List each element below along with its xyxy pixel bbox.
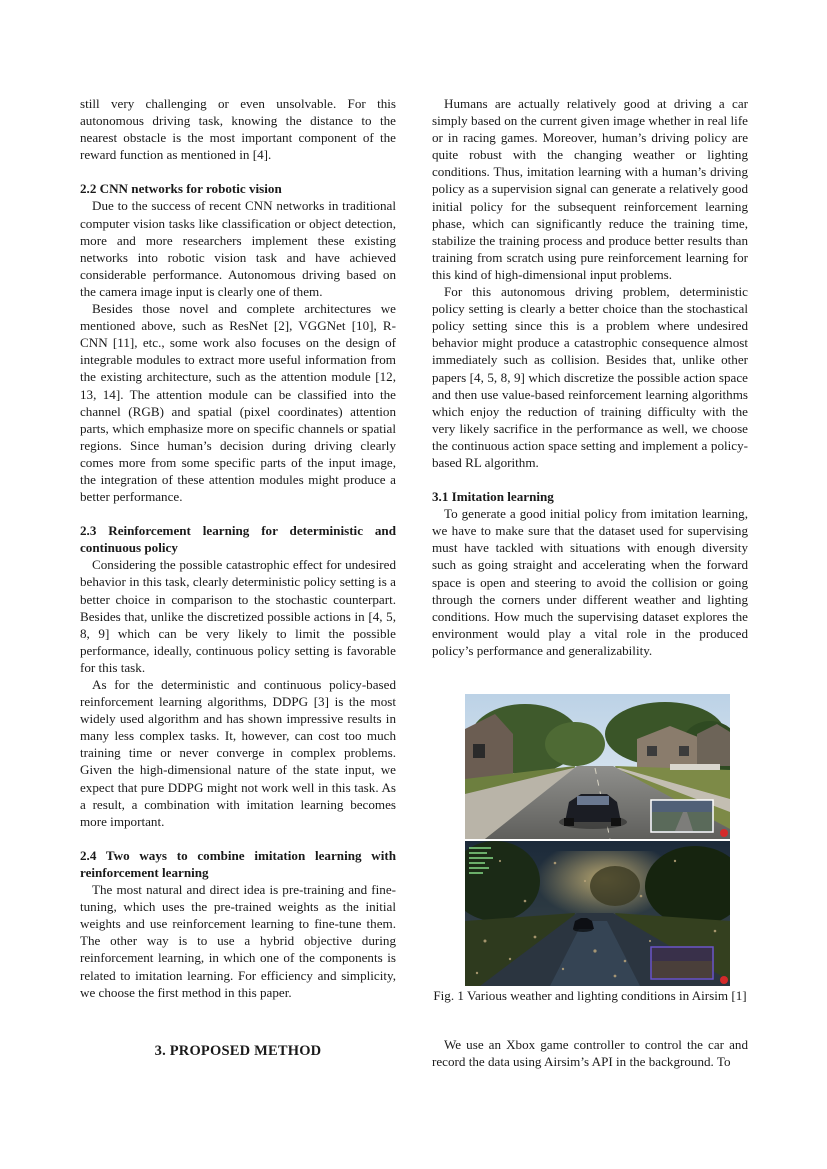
left-column (80, 95, 396, 1001)
section-2-4-heading: 2.4 Two ways to combine imitation learning with reinforcement learning (80, 847, 396, 880)
figure-1 (465, 694, 730, 986)
section-2-2-paragraph-2: Besides those novel and complete architectures we mentioned above, such as ResNet [2], VGGNet [10], R-CNN [11], etc., some work also focuses on the design of integrable modules to extract more useful information from the existing architecture, such as the attention module [12, 13, 14]. The attention module can be classified into the channel (RGB) and spatial (pixel coordinates) attention parts, which emphasize more on specific channels or spatial regions. Since human’s decision during driving clearly comes more from some specific parts of the input image, the integration of these attention modules might produce a better performance. (80, 301, 396, 505)
section-2-3-heading: 2.3 Reinforcement learning for deterministic and continuous policy (80, 523, 396, 556)
section-3-title: 3. PROPOSED METHOD (154, 1043, 322, 1059)
section-2-3-paragraph-2: As for the deterministic and continuous policy-based reinforcement learning algorithms, DDPG [3] is the most widely used algorithm and has shown impressive results in many less complex tasks. It, however, can cost too much training time or never converge in complex problems. Given the high-dimensional nature of the state input, we expect that pure DDPG might not work well in this task. As a result, a combination with imitation learning becomes more important. (80, 677, 396, 829)
right-paragraph-2: For this autonomous driving problem, deterministic policy setting is clearly a better choice than the stochastical policy setting since this is a problem where undesired behavior might produce a catastrophic consequence almost immediately such as collision. Besides that, unlike other papers [4, 5, 8, 9] which discretize the possible action space and then use value-based reinforcement learning algorithms which enjoy the reduction of training difficulty with the very likely sacrifice in the performance as well, we choose the continuous action space setting and implement a policy-based RL algorithm. (432, 284, 748, 470)
intro-paragraph: still very challenging or even unsolvable. For this autonomous driving task, knowing the distance to the nearest obstacle is the most important component of the reward function as mentioned in [4]. (80, 96, 396, 163)
section-2-4-paragraph-1: The most natural and direct idea is pre-training and fine-tuning, which uses the pre-trained weights as the initial weights and use reinforcement learning to fine-tune them. The other way is to use a hybrid objective during reinforcement learning, in which one of the components is related to imitation learning. For efficiency and simplicity, we choose the first method in this paper. (80, 882, 396, 1000)
section-2-2-heading: 2.2 CNN networks for robotic vision (80, 181, 282, 197)
figure-1-caption: Fig. 1 Various weather and lighting conditions in Airsim [1] (433, 988, 747, 1003)
section-3-1-heading: 3.1 Imitation learning (432, 489, 554, 505)
section-3-1-paragraph-1: To generate a good initial policy from imitation learning, we have to make sure that the dataset used for supervising must have tackled with situations with enough diversity such as going straight and accelerating when the forward space is open and steering to avoid the collision or going through the corners under different weather and lighting conditions. How much the supervising dataset explores the environment would play a vital role in the produced policy’s performance and generalizability. (432, 506, 748, 658)
section-2-3-paragraph-1: Considering the possible catastrophic effect for undesired behavior in this task, clearly deterministic policy setting is a better choice in comparison to the stochastic counterpart. Besides that, unlike the discretized possible actions in [4, 5, 8, 9] which can be very likely to limit the possible performance, ideally, continuous policy setting is favorable for this task. (80, 557, 396, 675)
right-column (432, 95, 748, 659)
section-2-2-paragraph-1: Due to the success of recent CNN networks in traditional computer vision tasks like classification or object detection, more and more researchers implement these existing networks into robotic vision task and have achieved considerable performance. Autonomous driving based on the camera image input is clearly one of them. (80, 198, 396, 299)
right-bottom-paragraph: We use an Xbox game controller to control the car and record the data using Airsim’s API in the background. To (432, 1037, 748, 1070)
night-weather-street-image (465, 841, 730, 986)
right-paragraph-1: Humans are actually relatively good at driving a car simply based on the current given image whether in real life or in racing games. Moreover, human’s driving policy are quite robust with the changing weather or lighting conditions. Thus, imitation learning with a human’s driving policy as a supervision signal can generate a relatively good initial policy for the subsequent reinforcement learning phase, which can significantly reduce the training time, stabilize the training process and produce better results than training from scratch using pure reinforcement learning for this kind of high-dimensional input problems. (432, 96, 748, 282)
daytime-street-image (465, 694, 730, 839)
